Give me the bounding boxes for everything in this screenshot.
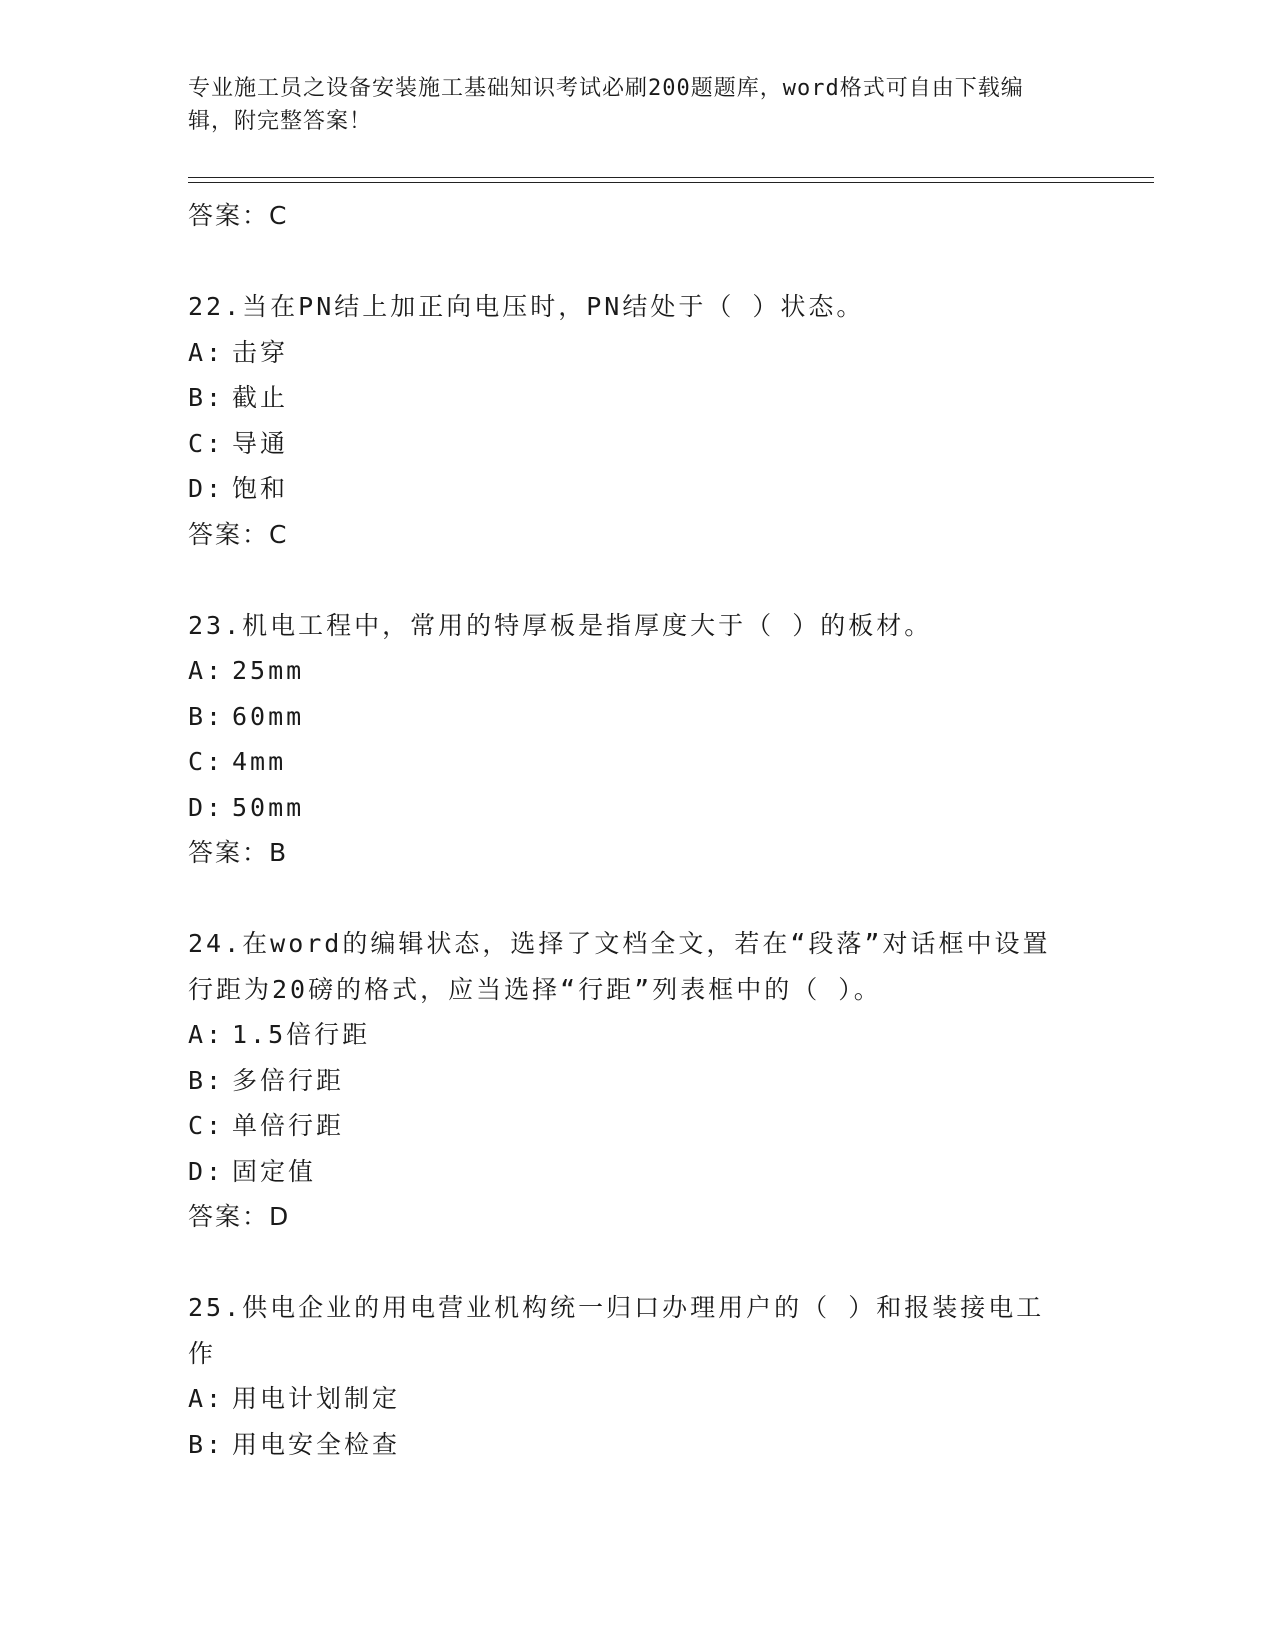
option-label: B: (188, 1065, 225, 1095)
option-b (188, 375, 1088, 421)
option-label: C: (188, 428, 225, 458)
question-block (188, 284, 1088, 557)
question-list (188, 193, 1088, 1467)
option-c (188, 1103, 1088, 1149)
option-text: 60mm (232, 701, 305, 731)
option-a (188, 648, 1088, 694)
option-text: 截止 (232, 383, 289, 412)
header-divider-top (188, 177, 1154, 178)
answer-line: 答案：D (188, 1202, 291, 1231)
option-text: 4mm (232, 747, 287, 776)
option-label: D: (188, 792, 225, 822)
option-label: A: (188, 337, 225, 367)
option-label: A: (188, 656, 225, 685)
option-text: 1.5倍行距 (232, 1020, 371, 1049)
option-label: D: (188, 474, 225, 503)
option-text: 饱和 (232, 474, 289, 503)
option-text: 单倍行距 (232, 1111, 345, 1140)
option-text: 25mm (232, 656, 305, 685)
question-stem: 24.在word的编辑状态，选择了文档全文，若在“段落”对话框中设置行距为20磅的格式，应当选择“行距”列表框中的（ ）。 (188, 929, 1051, 1004)
option-text: 用电安全检查 (232, 1429, 401, 1459)
option-d (188, 1149, 1088, 1195)
question-block (188, 1285, 1088, 1467)
option-text: 导通 (232, 428, 289, 458)
option-text: 多倍行距 (232, 1065, 345, 1095)
option-text: 固定值 (232, 1156, 317, 1186)
option-label: B: (188, 383, 225, 412)
spacer (188, 876, 1088, 922)
option-label: B: (188, 701, 225, 731)
option-a (188, 330, 1088, 376)
header-divider-bottom (188, 182, 1154, 183)
question-block (188, 603, 1088, 876)
option-label: B: (188, 1429, 225, 1459)
option-c (188, 421, 1088, 467)
option-label: C: (188, 747, 225, 776)
spacer (188, 1240, 1088, 1286)
option-label: A: (188, 1384, 225, 1413)
option-a (188, 1376, 1088, 1422)
answer-line: 答案：C (188, 201, 289, 230)
question-stem: 25.供电企业的用电营业机构统一归口办理用户的（ ）和报装接电工作 (188, 1293, 1045, 1368)
option-d (188, 466, 1088, 512)
spacer (188, 239, 1088, 285)
option-b (188, 1058, 1088, 1104)
option-d (188, 785, 1088, 831)
answer-line: 答案：B (188, 838, 289, 867)
option-text: 用电计划制定 (232, 1384, 401, 1413)
question-stem: 23.机电工程中，常用的特厚板是指厚度大于（ ）的板材。 (188, 610, 933, 640)
option-label: D: (188, 1156, 225, 1186)
option-c (188, 739, 1088, 785)
option-b (188, 694, 1088, 740)
document-header: 专业施工员之设备安装施工基础知识考试必刷200题题库，word格式可自由下载编辑，附完整答案！ (188, 76, 1024, 134)
option-text: 击穿 (232, 337, 289, 367)
spacer (188, 557, 1088, 603)
option-label: A: (188, 1020, 225, 1049)
answer-line: 答案：C (188, 519, 289, 549)
option-a (188, 1012, 1088, 1058)
option-text: 50mm (232, 792, 305, 822)
question-block (188, 921, 1088, 1240)
question-stem: 22.当在PN结上加正向电压时，PN结处于（ ）状态。 (188, 292, 865, 321)
option-b (188, 1422, 1088, 1468)
option-label: C: (188, 1111, 225, 1140)
